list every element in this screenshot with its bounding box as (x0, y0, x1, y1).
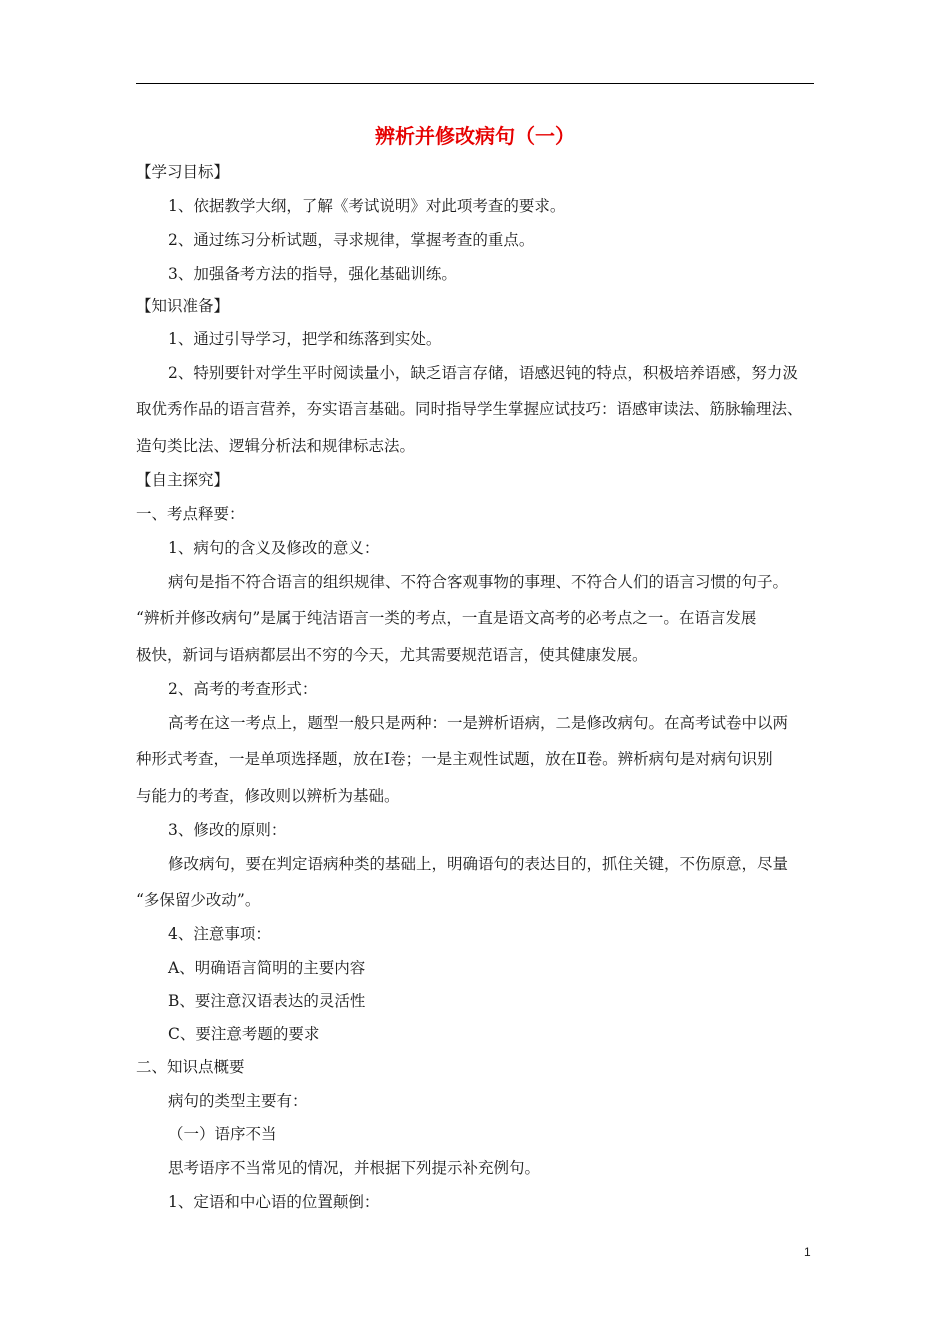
section-heading: 二、知识点概要 (136, 1058, 245, 1076)
page-number: 1 (804, 1245, 811, 1259)
paragraph-line: 思考语序不当常见的情况，并根据下列提示补充例句。 (168, 1159, 541, 1177)
paragraph-line: 种形式考查，一是单项选择题，放在Ⅰ卷；一是主观性试题，放在Ⅱ卷。辨析病句是对病句识别 (136, 750, 773, 768)
paragraph-line: 极快，新词与语病都层出不穷的今天，尤其需要规范语言，使其健康发展。 (136, 646, 648, 664)
paragraph-line: 1、依据教学大纲，了解《考试说明》对此项考查的要求。 (168, 197, 566, 215)
paragraph-line: “多保留少改动”。 (136, 891, 261, 909)
paragraph-line: 病句的类型主要有： (168, 1092, 308, 1110)
paragraph-line: （一）语序不当 (168, 1125, 277, 1143)
paragraph-line: B、要注意汉语表达的灵活性 (168, 992, 366, 1010)
paragraph-line: 3、修改的原则： (168, 821, 287, 839)
paragraph-line: 修改病句，要在判定语病种类的基础上，明确语句的表达目的，抓住关键，不伤原意，尽量 (168, 855, 789, 873)
paragraph-line: 3、加强备考方法的指导，强化基础训练。 (168, 265, 457, 283)
paragraph-line: 1、通过引导学习，把学和练落到实处。 (168, 330, 442, 348)
paragraph-line: 2、高考的考查形式： (168, 680, 318, 698)
paragraph-line: 取优秀作品的语言营养，夯实语言基础。同时指导学生掌握应试技巧：语感审读法、筋脉输理法、 (136, 400, 803, 418)
paragraph-line: 造句类比法、逻辑分析法和规律标志法。 (136, 437, 416, 455)
paragraph-line: 1、病句的含义及修改的意义： (168, 539, 380, 557)
header-rule (136, 83, 814, 84)
paragraph-line: C、要注意考题的要求 (168, 1025, 320, 1043)
paragraph-line: 病句是指不符合语言的组织规律、不符合客观事物的事理、不符合人们的语言习惯的句子。 (168, 573, 789, 591)
section-heading: 一、考点释要： (136, 505, 245, 523)
section-heading: 【知识准备】 (136, 297, 230, 315)
document-title: 辨析并修改病句（一） (375, 124, 575, 148)
paragraph-line: 2、通过练习分析试题，寻求规律，掌握考查的重点。 (168, 231, 535, 249)
paragraph-line: 4、注意事项： (168, 925, 271, 943)
paragraph-line: 与能力的考查，修改则以辨析为基础。 (136, 787, 400, 805)
paragraph-line: A、明确语言简明的主要内容 (168, 959, 366, 977)
section-heading: 【学习目标】 (136, 163, 230, 181)
paragraph-line: “辨析并修改病句”是属于纯洁语言一类的考点，一直是语文高考的必考点之一。在语言发展 (136, 609, 757, 627)
paragraph-line: 1、定语和中心语的位置颠倒： (168, 1193, 380, 1211)
paragraph-line: 2、特别要针对学生平时阅读量小，缺乏语言存储，语感迟钝的特点，积极培养语感，努力汲 (168, 364, 798, 382)
paragraph-line: 高考在这一考点上，题型一般只是两种：一是辨析语病，二是修改病句。在高考试卷中以两 (168, 714, 789, 732)
section-heading: 【自主探究】 (136, 471, 230, 489)
